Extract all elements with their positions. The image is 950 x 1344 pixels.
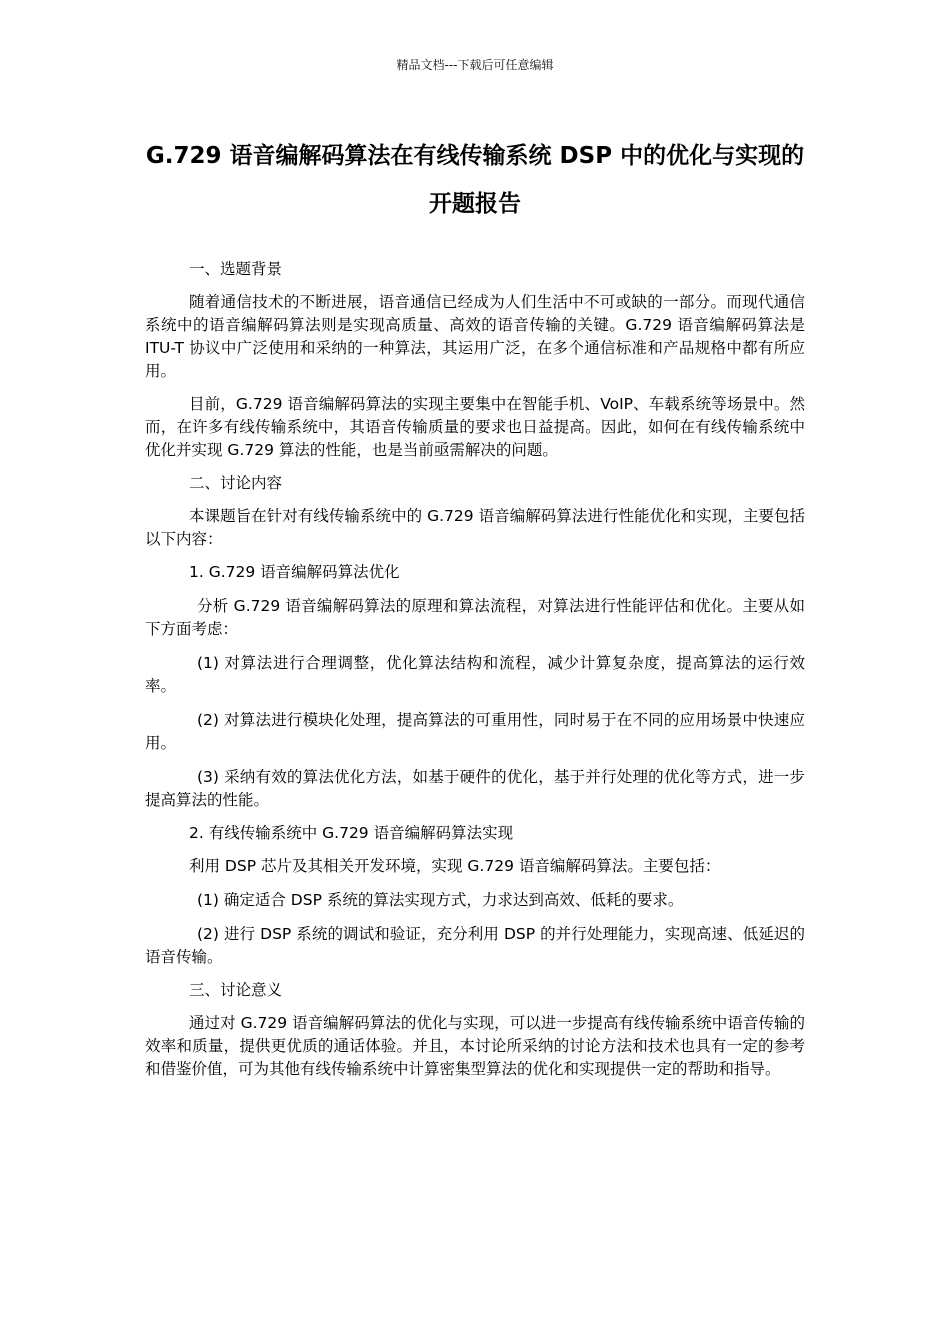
paragraph: 目前，G.729 语音编解码算法的实现主要集中在智能手机、VoIP、车载系统等场景中。然而，在许多有线传输系统中，其语音传输质量的要求也日益提高。因此，如何在有线传输系统中优化并实现 G.729 算法的性能，也是当前亟需解决的问题。 [145,395,805,459]
list-item: (2) 进行 DSP 系统的调试和验证，充分利用 DSP 的并行处理能力，实现高速、低延迟的语音传输。 [145,925,805,966]
list-item: (3) 采纳有效的算法优化方法，如基于硬件的优化，基于并行处理的优化等方式，进一步提高算法的性能。 [145,768,805,809]
section-heading: 二、讨论内容 [189,474,283,492]
paragraph: 随着通信技术的不断进展，语音通信已经成为人们生活中不可或缺的一部分。而现代通信系统中的语音编解码算法则是实现高质量、高效的语音传输的关键。G.729 语音编解码算法是 ITU-T 协议中广泛使用和采纳的一种算法，其运用广泛，在多个通信标准和产品规格中都有所应用。 [145,293,805,380]
list-item: (2) 对算法进行模块化处理，提高算法的可重用性，同时易于在不同的应用场景中快速应用。 [145,711,805,752]
list-item: (1) 确定适合 DSP 系统的算法实现方式，力求达到高效、低耗的要求。 [197,891,684,909]
paragraph: 分析 G.729 语音编解码算法的原理和算法流程，对算法进行性能评估和优化。主要从如下方面考虑： [145,597,805,638]
subsection-heading: 2. 有线传输系统中 G.729 语音编解码算法实现 [189,824,514,842]
subsection-heading: 1. G.729 语音编解码算法优化 [189,563,400,581]
section-heading: 三、讨论意义 [189,981,283,999]
document-title: G.729 语音编解码算法在有线传输系统 DSP 中的优化与实现的开题报告 [145,143,805,217]
section-heading: 一、选题背景 [189,260,283,278]
paragraph: 本课题旨在针对有线传输系统中的 G.729 语音编解码算法进行性能优化和实现，主要包括以下内容： [145,507,805,548]
paragraph: 通过对 G.729 语音编解码算法的优化与实现，可以进一步提高有线传输系统中语音传输的效率和质量，提供更优质的通话体验。并且，本讨论所采纳的讨论方法和技术也具有一定的参考和借鉴价值，可为其他有线传输系统中计算密集型算法的优化和实现提供一定的帮助和指导。 [145,1014,805,1078]
page-header: 精品文档---下载后可任意编辑 [396,58,554,72]
paragraph: 利用 DSP 芯片及其相关开发环境，实现 G.729 语音编解码算法。主要包括： [189,857,721,875]
document-body [145,258,805,1081]
list-item: (1) 对算法进行合理调整，优化算法结构和流程，减少计算复杂度，提高算法的运行效率。 [145,654,805,695]
